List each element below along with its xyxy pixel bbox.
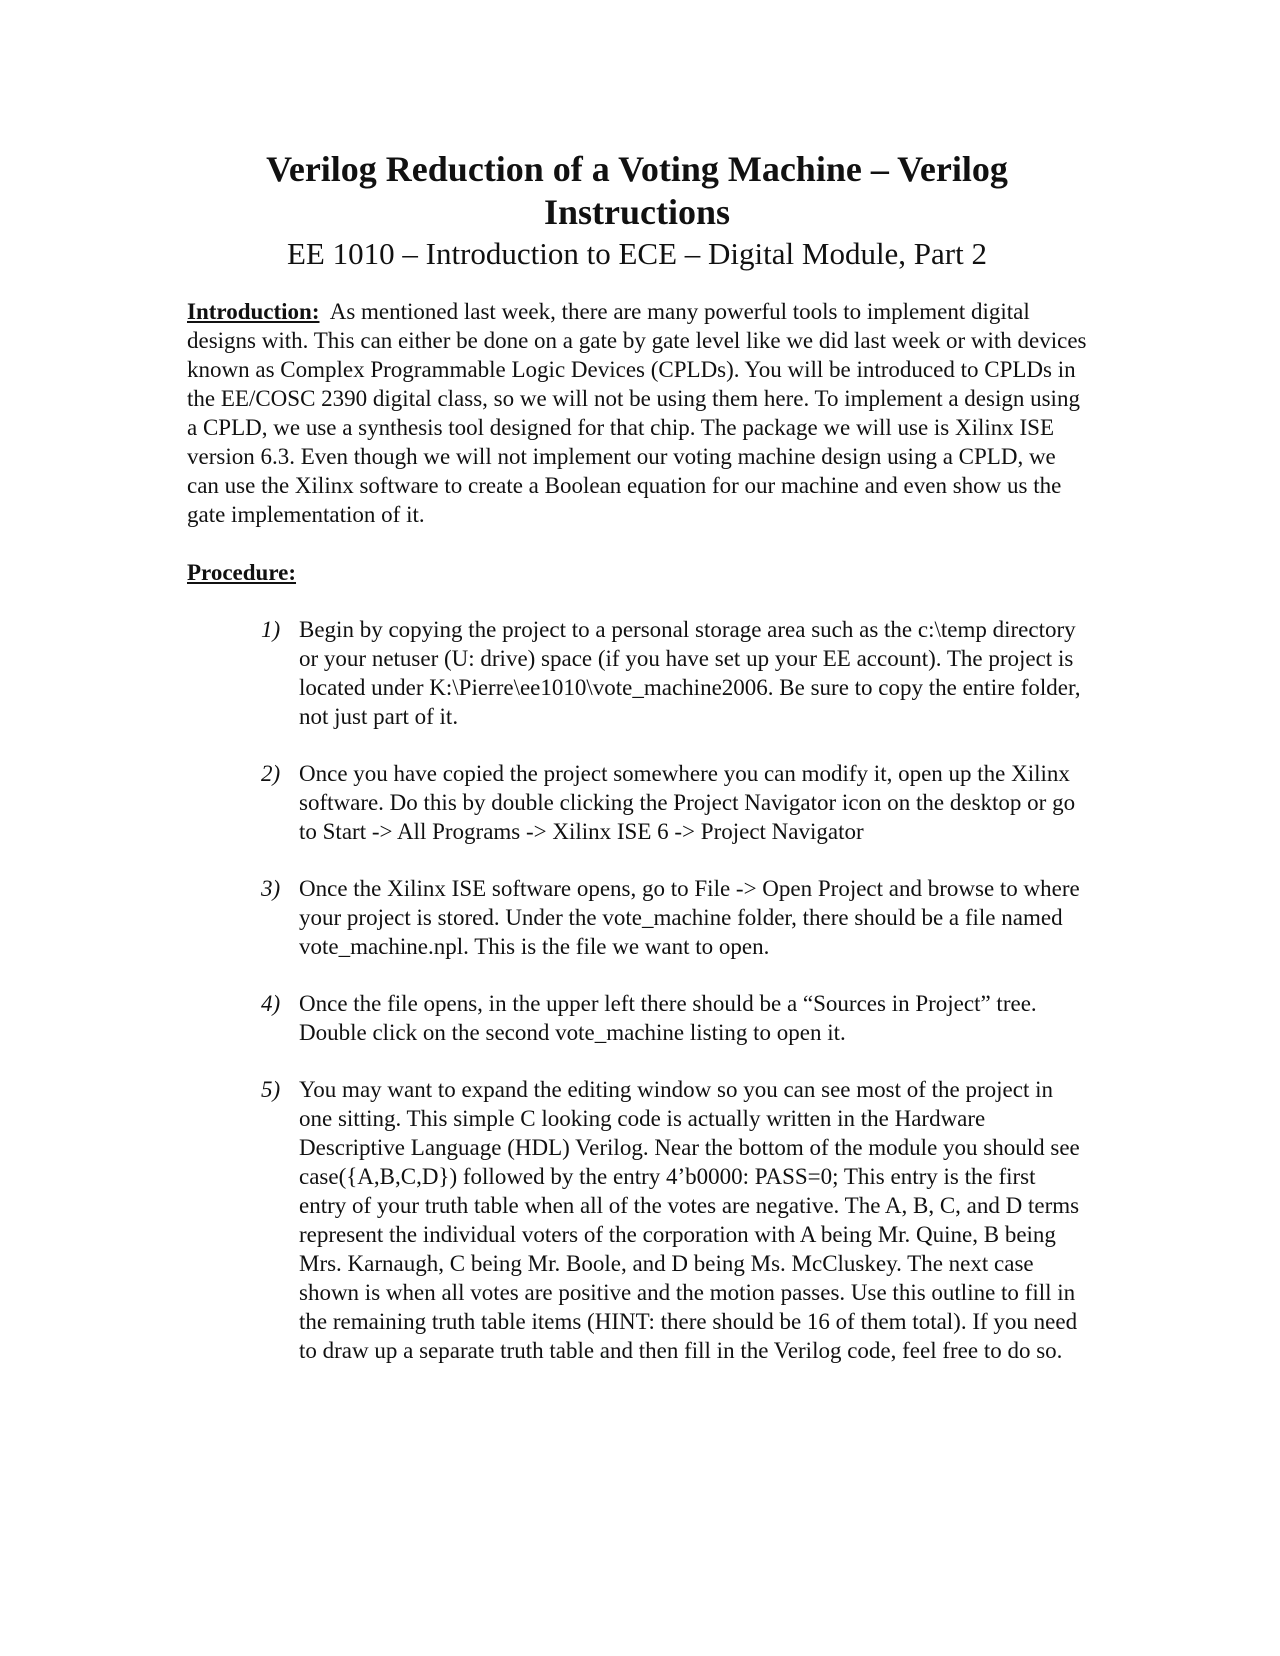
document-subtitle: EE 1010 – Introduction to ECE – Digital Module, Part 2	[287, 236, 987, 271]
document-title: Verilog Reduction of a Voting Machine – Verilog Instructions	[266, 149, 1008, 232]
step-number: 1)	[261, 617, 281, 642]
step-text: Begin by copying the project to a personal storage area such as the c:\temp directory or your netuser (U: drive) space (if you have set up your EE account). The project is located under K:\Pierre\ee1010\vote_machine2006. Be sure to copy the entire folder, not just part of it.	[299, 617, 1081, 729]
procedure-heading: Procedure:	[187, 560, 297, 585]
step-number: 2)	[261, 761, 281, 786]
step-text: Once you have copied the project somewhere you can modify it, open up the Xilinx software. Do this by double clicking the Project Navigator icon on the desktop or go to Start -> All Programs -> Xilinx ISE 6 -> Project Navigator	[299, 761, 1076, 844]
document-page	[187, 148, 1087, 1393]
procedure-step	[187, 615, 1087, 731]
step-text: You may want to expand the editing window so you can see most of the project in one sitting. This simple C looking code is actually written in the Hardware Descriptive Language (HDL) Verilog. Near the bottom of the module you should see case({A,B,C,D}) followed by the entry 4’b0000: PASS=0; This entry is the first entry of your truth table when all of the votes are negative. The A, B, C, and D terms represent the individual voters of the corporation with A being Mr. Quine, B being Mrs. Karnaugh, C being Mr. Boole, and D being Ms. McCluskey. The next case shown is when all votes are positive and the motion passes. Use this outline to fill in the remaining truth table items (HINT: there should be 16 of them total). If you need to draw up a separate truth table and then fill in the Verilog code, feel free to do so.	[299, 1077, 1080, 1363]
procedure-step	[187, 874, 1087, 961]
procedure-steps	[187, 615, 1087, 1365]
step-number: 3)	[261, 876, 281, 901]
procedure-step	[187, 1075, 1087, 1365]
step-text: Once the file opens, in the upper left there should be a “Sources in Project” tree. Double click on the second vote_machine listing to open it.	[299, 991, 1037, 1045]
introduction-heading: Introduction:	[187, 299, 320, 324]
introduction-paragraph	[187, 297, 1087, 529]
step-number: 4)	[261, 991, 281, 1016]
step-text: Once the Xilinx ISE software opens, go to File -> Open Project and browse to where your project is stored. Under the vote_machine folder, there should be a file named vote_machine.npl. This is the file we want to open.	[299, 876, 1080, 959]
procedure-step	[187, 759, 1087, 846]
introduction-text: As mentioned last week, there are many powerful tools to implement digital designs with. This can either be done on a gate by gate level like we did last week or with devices known as Complex Programmable Logic Devices (CPLDs). You will be introduced to CPLDs in the EE/COSC 2390 digital class, so we will not be using them here. To implement a design using a CPLD, we use a synthesis tool designed for that chip. The package we will use is Xilinx ISE version 6.3. Even though we will not implement our voting machine design using a CPLD, we can use the Xilinx software to create a Boolean equation for our machine and even show us the gate implementation of it.	[187, 299, 1087, 527]
introduction-section	[187, 297, 1087, 529]
procedure-step	[187, 989, 1087, 1047]
step-number: 5)	[261, 1077, 281, 1102]
